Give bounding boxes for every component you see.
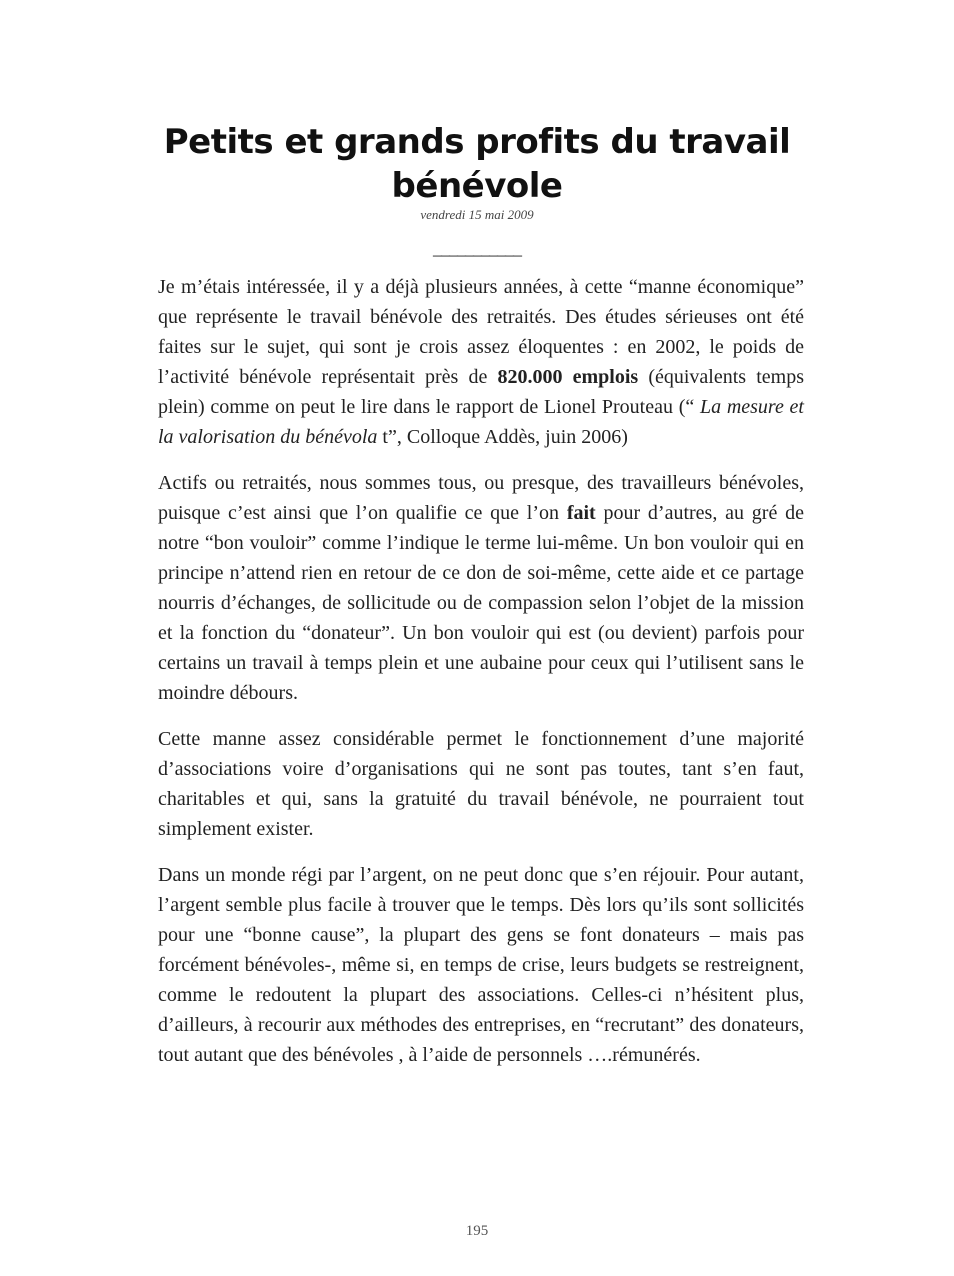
paragraph-2-bold: fait: [566, 502, 596, 524]
article-title: Petits et grands profits du travail bénévole: [163, 122, 791, 206]
paragraph-2-text-a: Actifs ou retraités, nous sommes tous, ou presque, des travailleurs bénévoles, puisque c’est ainsi que l’on qualifie ce que l’on: [158, 472, 804, 524]
page-number: 195: [465, 1223, 489, 1239]
paragraph-2-text-b: pour d’autres, au gré de notre “bon vouloir” comme l’indique le terme lui-même. Un bon vouloir qui en principe n’attend rien en retour de ce don de soi-même, cette aide et ce partage nourris d’échanges, de sollicitude ou de compassion selon l’objet de la mission et la fonction du “donateur”. Un bon vouloir qui est (ou devient) parfois pour certains un travail à temps plein et une aubaine pour ceux qui l’utilisent sans le moindre débours.: [158, 502, 804, 704]
paragraph-4: Dans un monde régi par l’argent, on ne peut donc que s’en réjouir. Pour autant, l’argent semble plus facile à trouver que le temps. Dès lors qu’ils sont sollicités pour une “bonne cause”, la plupart des gens se font donateurs – mais pas forcément bénévoles-, même si, en temps de crise, leurs budgets se restreignent, comme le redoutent la plupart des associations. Celles-ci n’hésitent plus, d’ailleurs, à recourir aux méthodes des entreprises, en “recrutant” des donateurs, tout autant que des bénévoles , à l’aide de personnels ….rémunérés.: [158, 864, 804, 1066]
paragraph-1-text-c: t”, Colloque Addès, juin 2006): [377, 426, 628, 448]
paragraph-1-italic: La mesure et la valorisation du bénévola: [158, 396, 804, 448]
paragraph-2: [158, 468, 804, 708]
article-body: [158, 272, 804, 1086]
title-separator: ___________: [433, 238, 521, 258]
paragraph-1-text-b: (équivalents temps plein) comme on peut le lire dans le rapport de Lionel Prouteau (“: [158, 366, 804, 418]
paragraph-1-text-a: Je m’étais intéressée, il y a déjà plusieurs années, à cette “manne économique” que représente le travail bénévole des retraités. Des études sérieuses ont été faites sur le sujet, qui sont je crois assez éloquentes : en 2002, le poids de l’activité bénévole représentait près de: [158, 276, 804, 388]
paragraph-1-bold: 820.000 emplois: [497, 366, 639, 388]
article-date: vendredi 15 mai 2009: [420, 207, 534, 222]
paragraph-3: Cette manne assez considérable permet le fonctionnement d’une majorité d’associations voire d’organisations qui ne sont pas toutes, tant s’en faut, charitables et qui, sans la gratuité du travail bénévole, ne pourraient tout simplement exister.: [158, 728, 804, 840]
paragraph-1: [158, 272, 804, 452]
